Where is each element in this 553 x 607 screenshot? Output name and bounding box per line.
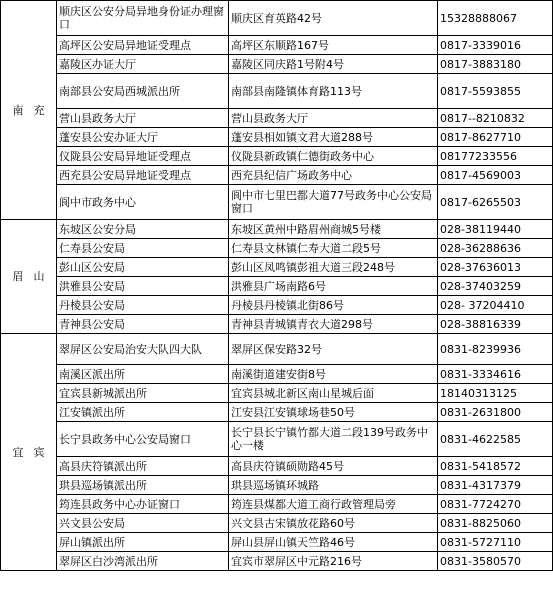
city-cell [1,220,57,334]
address-cell: 顺庆区育英路42号 [229,1,438,36]
table-row [1,476,553,495]
phone-cell: 0817-6265503 [438,185,553,220]
office-name-cell: 仁寿县公安局 [57,239,229,258]
address-cell: 南部县南隆镇体育路113号 [229,74,438,109]
address-cell: 仪陇县新政镇仁德街政务中心 [229,147,438,166]
address-cell: 彭山区凤鸣镇彭祖大道三段248号 [229,258,438,277]
office-name-cell: 仪陇县公安局异地证受理点 [57,147,229,166]
office-name-cell: 西充县公安局异地证受理点 [57,166,229,185]
phone-cell: 0817-5593855 [438,74,553,109]
address-cell: 营山县政务大厅 [229,109,438,128]
table-row [1,533,553,552]
table-row [1,296,553,315]
office-name-cell: 东坡区公安分局 [57,220,229,239]
table-row [1,74,553,109]
address-cell: 高县庆符镇硕勋路45号 [229,457,438,476]
address-cell: 仁寿县文林镇仁寿大道二段5号 [229,239,438,258]
city-name-part: 山 [33,270,45,283]
phone-cell: 0817-8627710 [438,128,553,147]
phone-cell: 0831-3580570 [438,552,553,571]
office-name-cell: 蓬安县公安办证大厅 [57,128,229,147]
office-name-cell: 青神县公安局 [57,315,229,334]
office-name-cell: 翠屏区公安局治安大队四大队 [57,334,229,365]
address-cell: 兴文县古宋镇放花路60号 [229,514,438,533]
table-row [1,258,553,277]
address-cell: 阆中市七里巴都大道77号政务中心公安局窗口 [229,185,438,220]
phone-cell: 0817-4569003 [438,166,553,185]
phone-cell: 0831-3334616 [438,365,553,384]
city-cell [1,334,57,571]
phone-cell: 0831-4622585 [438,422,553,457]
address-cell: 蓬安县相如镇文君大道288号 [229,128,438,147]
phone-cell: 028-37636013 [438,258,553,277]
table-row [1,109,553,128]
city-name-part: 宜 [12,445,24,459]
table-row [1,55,553,74]
phone-cell: 028- 37204410 [438,296,553,315]
phone-cell: 028-36288636 [438,239,553,258]
phone-cell: 0831-2631800 [438,403,553,422]
phone-cell: 0817--8210832 [438,109,553,128]
table-row [1,514,553,533]
phone-cell: 028-38816339 [438,315,553,334]
phone-cell: 0817-3883180 [438,55,553,74]
office-name-cell: 南部县公安局西城派出所 [57,74,229,109]
office-name-cell: 高坪区公安局异地证受理点 [57,36,229,55]
office-name-cell: 顺庆区公安分局异地身份证办理窗口 [57,1,229,36]
table-row [1,239,553,258]
phone-cell: 18140313125 [438,384,553,403]
office-name-cell: 长宁县政务中心公安局窗口 [57,422,229,457]
office-name-cell: 南溪区派出所 [57,365,229,384]
office-name-cell: 丹棱县公安局 [57,296,229,315]
city-name-part: 眉 [12,270,24,283]
office-name-cell: 高县庆符镇派出所 [57,457,229,476]
office-name-cell: 江安镇派出所 [57,403,229,422]
phone-cell: 0831-8825060 [438,514,553,533]
phone-cell: 08177233556 [438,147,553,166]
address-cell: 筠连县煤都大道工商行政管理局旁 [229,495,438,514]
table-row [1,457,553,476]
office-name-cell: 兴文县公安局 [57,514,229,533]
address-cell: 西充县纪信广场政务中心 [229,166,438,185]
address-cell: 宜宾县城北新区南山星城后面 [229,384,438,403]
address-cell: 珙县巡场镇环城路 [229,476,438,495]
address-cell: 东坡区黄州中路眉州商城5号楼 [229,220,438,239]
city-name-part: 宾 [33,445,45,459]
city-name-part: 充 [33,103,45,117]
table-row [1,220,553,239]
city-name-part: 南 [12,103,24,117]
table-row [1,334,553,365]
table-row [1,36,553,55]
office-name-cell: 洪雅县公安局 [57,277,229,296]
address-cell: 翠屏区保安路32号 [229,334,438,365]
office-name-cell: 翠屏区白沙湾派出所 [57,552,229,571]
table-row [1,166,553,185]
table-row [1,495,553,514]
phone-cell: 0817-3339016 [438,36,553,55]
address-cell: 宜宾市翠屏区中元路216号 [229,552,438,571]
table-row [1,403,553,422]
office-name-cell: 屏山镇派出所 [57,533,229,552]
address-cell: 嘉陵区同庆路1号附4号 [229,55,438,74]
phone-cell: 0831-5418572 [438,457,553,476]
table-row [1,365,553,384]
phone-cell: 0831-4317379 [438,476,553,495]
office-name-cell: 宜宾县新城派出所 [57,384,229,403]
table-row [1,422,553,457]
table-row [1,128,553,147]
office-name-cell: 筠连县政务中心办证窗口 [57,495,229,514]
address-cell: 屏山县屏山镇天竺路46号 [229,533,438,552]
address-cell: 丹棱县丹棱镇北街86号 [229,296,438,315]
table-row [1,147,553,166]
address-cell: 洪雅县广场南路6号 [229,277,438,296]
office-name-cell: 营山县政务大厅 [57,109,229,128]
city-cell [1,1,57,220]
phone-cell: 0831-7724270 [438,495,553,514]
table-row [1,185,553,220]
address-cell: 长宁县长宁镇竹都大道二段139号政务中心一楼 [229,422,438,457]
table-row [1,315,553,334]
address-cell: 南溪街道建安街8号 [229,365,438,384]
table-row [1,1,553,36]
address-cell: 江安县江安镇球场巷50号 [229,403,438,422]
address-cell: 青神县青城镇青衣大道298号 [229,315,438,334]
address-cell: 高坪区东顺路167号 [229,36,438,55]
table-row [1,384,553,403]
phone-cell: 15328888067 [438,1,553,36]
phone-cell: 0831-8239936 [438,334,553,365]
table-row [1,277,553,296]
table-row [1,552,553,571]
office-name-cell: 珙县巡场镇派出所 [57,476,229,495]
table-body [1,1,553,571]
office-name-cell: 彭山区公安局 [57,258,229,277]
phone-cell: 0831-5727110 [438,533,553,552]
office-name-cell: 嘉陵区办证大厅 [57,55,229,74]
office-name-cell: 阆中市政务中心 [57,185,229,220]
phone-cell: 028-37403259 [438,277,553,296]
phone-cell: 028-38119440 [438,220,553,239]
